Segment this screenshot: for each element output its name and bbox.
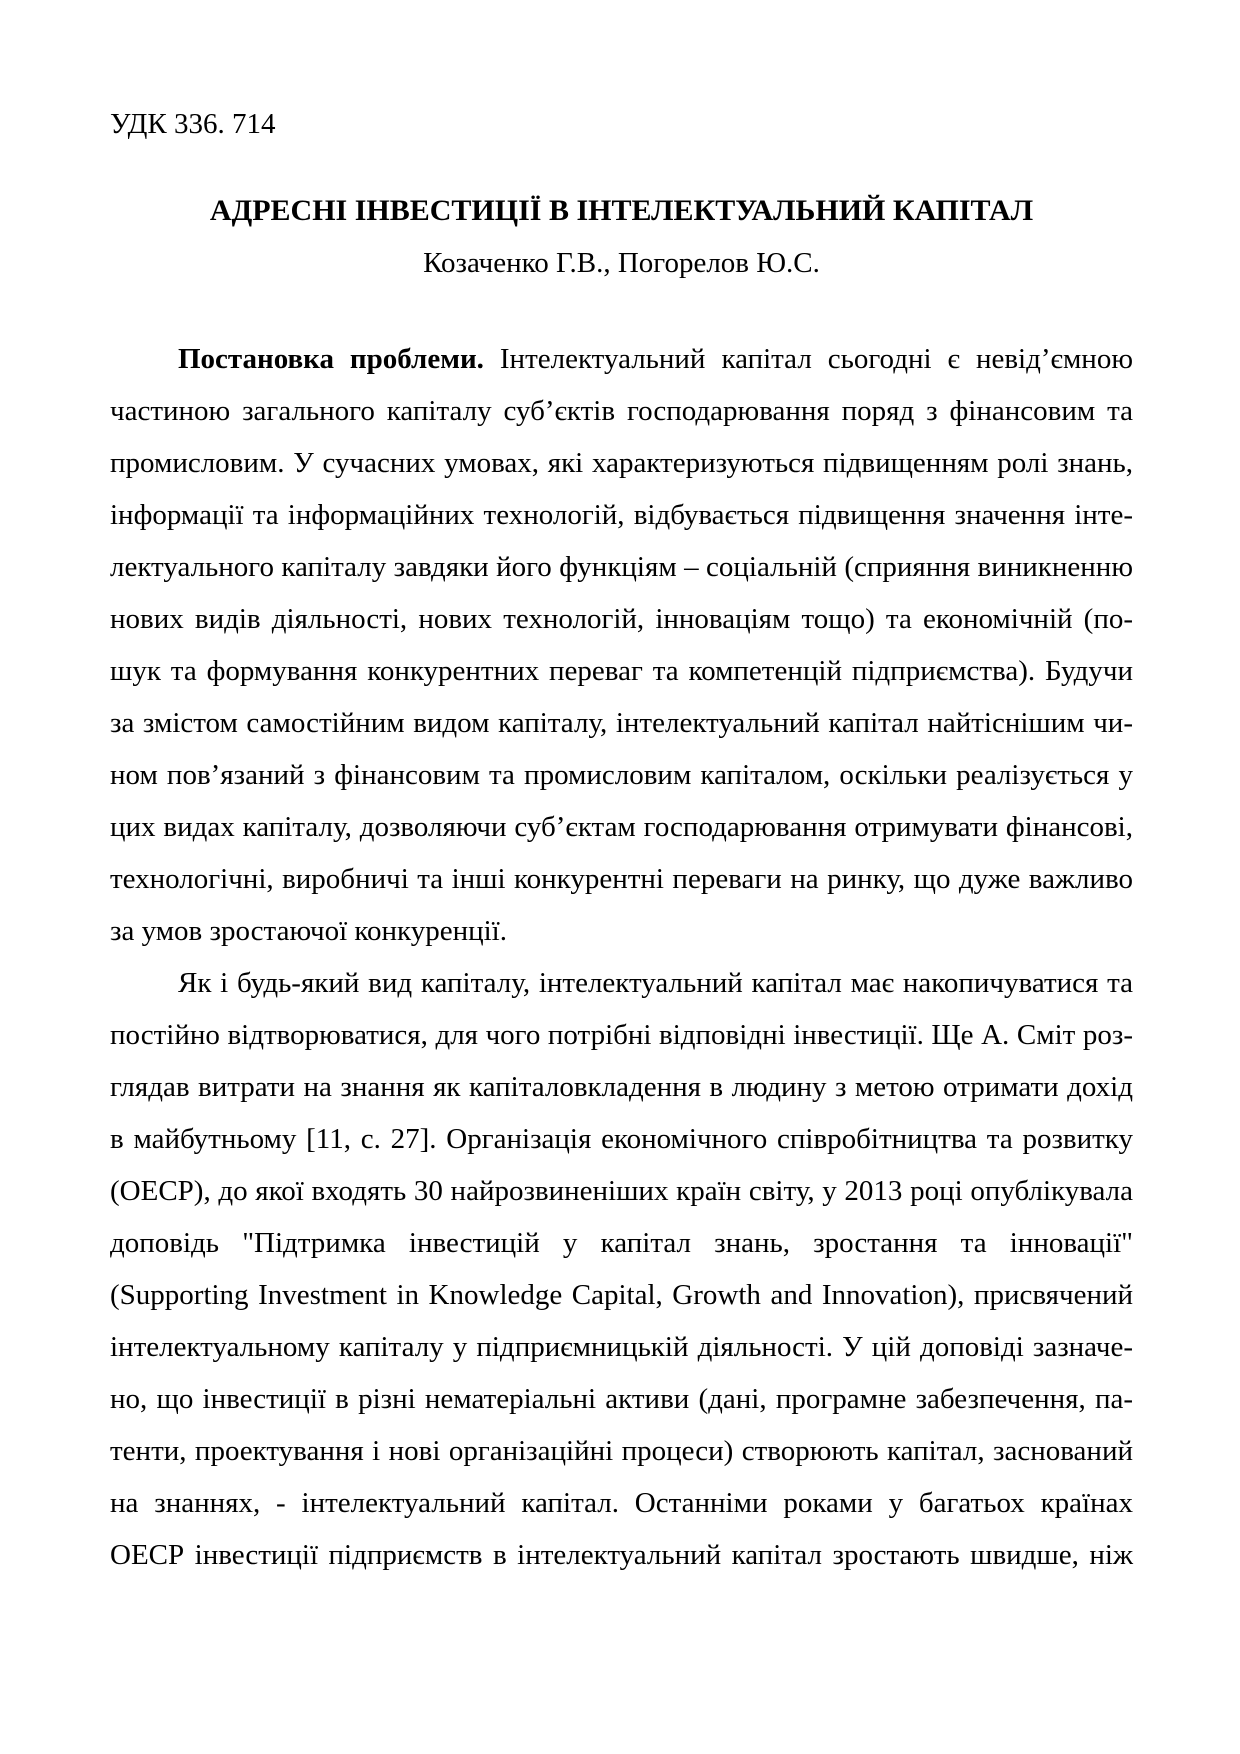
- text-line: лектуального капіталу завдяки його функціям – соціальній (сприяння виникненню: [110, 551, 1133, 583]
- authors-line: Козаченко Г.В., Погорелов Ю.С.: [423, 247, 820, 279]
- paragraph-investments: [110, 957, 1133, 1581]
- text-line: ном пов’язаний з фінансовим та промисловим капіталом, оскільки реалізується у: [110, 759, 1133, 791]
- text-line-rest: Інтелектуальний капітал сьогодні є невід’ємною: [483, 343, 1133, 375]
- text-line: (Supporting Investment in Knowledge Capital, Growth and Innovation), присвячений: [110, 1279, 1133, 1311]
- text-line: но, що інвестиції в різні нематеріальні активи (дані, програмне забезпечення, па-: [110, 1383, 1133, 1415]
- text-line: в майбутньому [11, с. 27]. Організація економічного співробітництва та розвитку: [110, 1123, 1133, 1155]
- text-line: промисловим. У сучасних умовах, які характеризуються підвищенням ролі знань,: [110, 447, 1133, 479]
- text-line: Як і будь-який вид капіталу, інтелектуальний капітал має накопичуватися та: [178, 967, 1133, 999]
- paragraph-problem-statement: [110, 333, 1133, 957]
- text-line: частиною загального капіталу суб’єктів господарювання поряд з фінансовим та: [110, 395, 1133, 427]
- text-line: ОЕСР інвестиції підприємств в інтелектуальний капітал зростають швидше, ніж: [110, 1539, 1133, 1571]
- text-line: постійно відтворюватися, для чого потрібні відповідні інвестиції. Ще А. Сміт роз-: [110, 1019, 1133, 1051]
- text-line: технологічні, виробничі та інші конкурентні переваги на ринку, що дуже важливо: [110, 863, 1133, 895]
- text-line: доповідь "Підтримка інвестицій у капітал знань, зростання та інновації": [110, 1227, 1133, 1259]
- paragraph-lead: Постановка проблеми.: [178, 343, 484, 375]
- page-title: АДРЕСНІ ІНВЕСТИЦІЇ В ІНТЕЛЕКТУАЛЬНИЙ КАПІТАЛ: [209, 194, 1034, 227]
- text-line: за змістом самостійним видом капіталу, інтелектуальний капітал найтіснішим чи-: [110, 707, 1133, 739]
- text-line: шук та формування конкурентних переваг та компетенцій підприємства). Будучи: [110, 655, 1133, 687]
- text-line: на знаннях, - інтелектуальний капітал. Останніми роками у багатьох країнах: [110, 1487, 1133, 1519]
- text-line: [110, 333, 1133, 385]
- text-line: інтелектуальному капіталу у підприємницькій діяльності. У цій доповіді зазначе-: [110, 1331, 1133, 1363]
- text-line: тенти, проектування і нові організаційні процеси) створюють капітал, заснований: [110, 1435, 1133, 1467]
- text-line: нових видів діяльності, нових технологій, інноваціям тощо) та економічній (по-: [110, 603, 1133, 635]
- text-line: цих видах капіталу, дозволяючи суб’єктам господарювання отримувати фінансові,: [110, 811, 1133, 843]
- text-line: (ОЕСР), до якої входять 30 найрозвиненіших країн світу, у 2013 році опублікувала: [110, 1175, 1133, 1207]
- udc-code: УДК 336. 714: [110, 108, 276, 140]
- text-line: інформації та інформаційних технологій, відбувається підвищення значення інте-: [110, 499, 1133, 531]
- text-line: глядав витрати на знання як капіталовкладення в людину з метою отримати дохід: [110, 1071, 1133, 1103]
- article-body: [110, 333, 1133, 1581]
- text-line: за умов зростаючої конкуренції.: [110, 915, 507, 947]
